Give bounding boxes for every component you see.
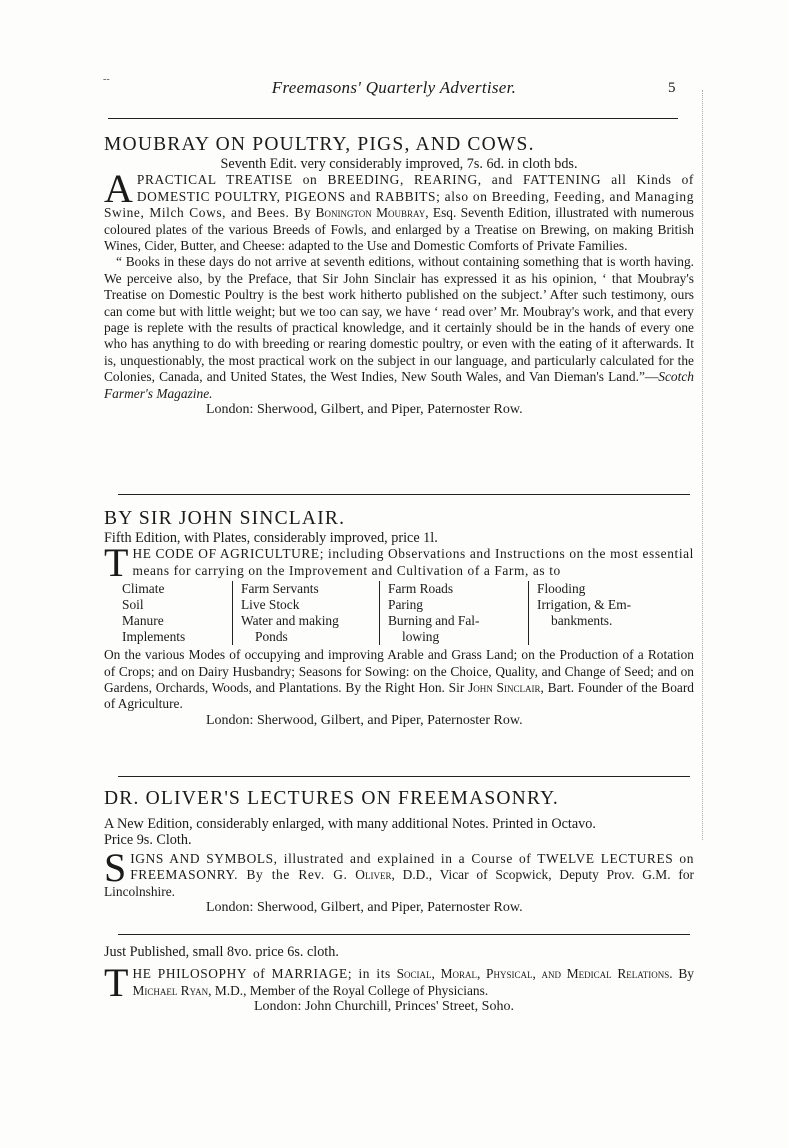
author-name: Michael Ryan	[132, 982, 209, 998]
topic-item: Burning and Fal-	[388, 613, 480, 629]
ad-moubray	[104, 134, 694, 419]
topics-column-3	[379, 581, 528, 645]
ad-description	[104, 540, 694, 586]
ad-subtitle: Seventh Edit. very considerably improved, 7s. 6d. in cloth bds.	[220, 156, 578, 172]
lead-text: IGNS AND SYMBOLS, illustrated and explained in a Course of TWELVE LECTURES on FREEMASONRY. By the Rev. G.	[130, 850, 694, 883]
ad-oliver	[104, 788, 694, 916]
ad-subtitle: A New Edition, considerably enlarged, with many additional Notes. Printed in Octavo.	[104, 816, 596, 832]
page-number: 5	[668, 80, 676, 96]
quote-source: Scotch Farmer's Magazine.	[104, 369, 694, 401]
drop-cap: A	[104, 166, 133, 212]
body-text: , Esq. Seventh Edition, illustrated with numerous coloured plates of the various Breeds of Fowls, and enlarged by a Treatise on Brewing, on making British Wines, Cider, Butter, and Cheese: adapted to the Use and Domestic Comforts of Private Families.	[104, 205, 695, 254]
topic-item: Climate	[122, 581, 165, 597]
topic-item: Manure	[122, 613, 164, 629]
ad-title: MOUBRAY ON POULTRY, PIGS, AND COWS.	[104, 134, 535, 155]
ad-ryan	[104, 944, 694, 1016]
author-name: John Sinclair	[468, 680, 541, 696]
topic-item: Irrigation, & Em-	[537, 597, 632, 613]
relations-text: Social, Moral, Physical, and Medical Relations	[396, 966, 670, 982]
ad-sinclair	[104, 508, 694, 729]
topics-column-4	[528, 581, 667, 645]
topic-item: Paring	[388, 597, 423, 613]
ad-title: DR. OLIVER'S LECTURES ON FREEMASONRY.	[104, 788, 559, 809]
author-name: Oliver	[355, 867, 392, 883]
topic-item: lowing	[402, 629, 440, 645]
margin-dotted-line	[702, 90, 703, 840]
topics-column-2	[232, 581, 379, 645]
topic-item: Water and making	[241, 613, 339, 629]
topics-table	[122, 581, 694, 645]
corner-mark: --	[103, 74, 110, 85]
imprint: London: Sherwood, Gilbert, and Piper, Paternoster Row.	[206, 402, 523, 418]
drop-cap: T	[104, 960, 129, 1006]
ad-subtitle: Fifth Edition, with Plates, considerably improved, price 1l.	[104, 530, 438, 546]
body-text: , D.D., Vicar of Scopwick, Deputy Prov. G.M. for Lincolnshire.	[104, 867, 694, 899]
imprint: London: Sherwood, Gilbert, and Piper, Paternoster Row.	[206, 712, 523, 728]
ad-description	[104, 844, 694, 900]
running-head: Freemasons' Quarterly Advertiser.	[271, 78, 517, 97]
lead-text: HE PHILOSOPHY of MARRIAGE; in its	[132, 966, 391, 982]
ad-price: Price 9s. Cloth.	[104, 832, 192, 849]
imprint: London: John Churchill, Princes' Street, Soho.	[254, 999, 514, 1015]
topic-item: Ponds	[255, 629, 288, 645]
body-text: On the various Modes of occupying and improving Arable and Grass Land; on the Production of a Rotation of Crops; and on Dairy Husbandry; Seasons for Sowing: on the Choice, Quality, and Change of Seed; and on Gardens, Orchards, Woods, and Plantations. By the Right Hon. Sir	[104, 647, 694, 696]
separator-rule	[118, 494, 690, 495]
separator-rule	[118, 776, 690, 777]
topic-item: Flooding	[537, 581, 586, 597]
drop-cap: T	[104, 540, 129, 586]
review-quote	[104, 254, 694, 402]
separator-rule	[118, 934, 690, 935]
imprint: London: Sherwood, Gilbert, and Piper, Paternoster Row.	[206, 900, 523, 916]
topics-column-1	[122, 581, 232, 645]
ad-subtitle: Just Published, small 8vo. price 6s. cloth.	[104, 944, 339, 960]
ad-description	[104, 166, 695, 254]
topic-item: Farm Servants	[241, 581, 319, 597]
drop-cap: S	[104, 844, 127, 890]
author-name: Bonington Moubray	[315, 205, 426, 221]
lead-text: PRACTICAL TREATISE on BREEDING, REARING, and FATTENING all Kinds of DOMESTIC POULTRY, PIGEONS and RABBITS; also on Breeding, Feeding, and Managing Swine, Milch Cows, and Bees. By	[104, 172, 694, 221]
topic-item: Implements	[122, 629, 186, 645]
header-rule	[108, 118, 678, 119]
lead-text: HE CODE OF AGRICULTURE; including Observations and Instructions on the most essential means for carrying on the Improvement and Cultivation of a Farm, as to	[132, 546, 694, 578]
ad-title: BY SIR JOHN SINCLAIR.	[104, 508, 346, 529]
ad-body	[104, 647, 694, 713]
ad-description	[104, 960, 694, 1006]
body-text: , M.D., Member of the Royal College of Physicians.	[208, 982, 489, 998]
topic-item: Live Stock	[241, 597, 300, 613]
body-text-end: , Bart. Founder of the Board of Agriculture.	[104, 680, 694, 712]
topic-item: Farm Roads	[388, 581, 454, 597]
topic-item: Soil	[122, 597, 144, 613]
by-text: . By	[669, 966, 694, 982]
topic-item: bankments.	[551, 613, 613, 629]
quote-text: “ Books in these days do not arrive at seventh editions, without containing something that is worth having. We perceive also, by the Preface, that Sir John Sinclair has expressed it as his opinion, ‘ that Moubray's Treatise on Domestic Poultry is the best work hitherto published on the subject.’ After such testimony, ours can come but with little weight; but we too can say, we have ‘ read over’ Mr. Moubray's work, and that every page is replete with the results of practical knowledge, and it certainly should be in the hands of every one who has anything to do with breeding or rearing domestic poultry, or even with the eating of it afterwards. It is, unquestionably, the most practical work on the subject in our language, and particularly calculated for the Colonies, Canada, and United States, the West Indies, New South Wales, and Van Dieman's Land.”—	[104, 254, 694, 385]
